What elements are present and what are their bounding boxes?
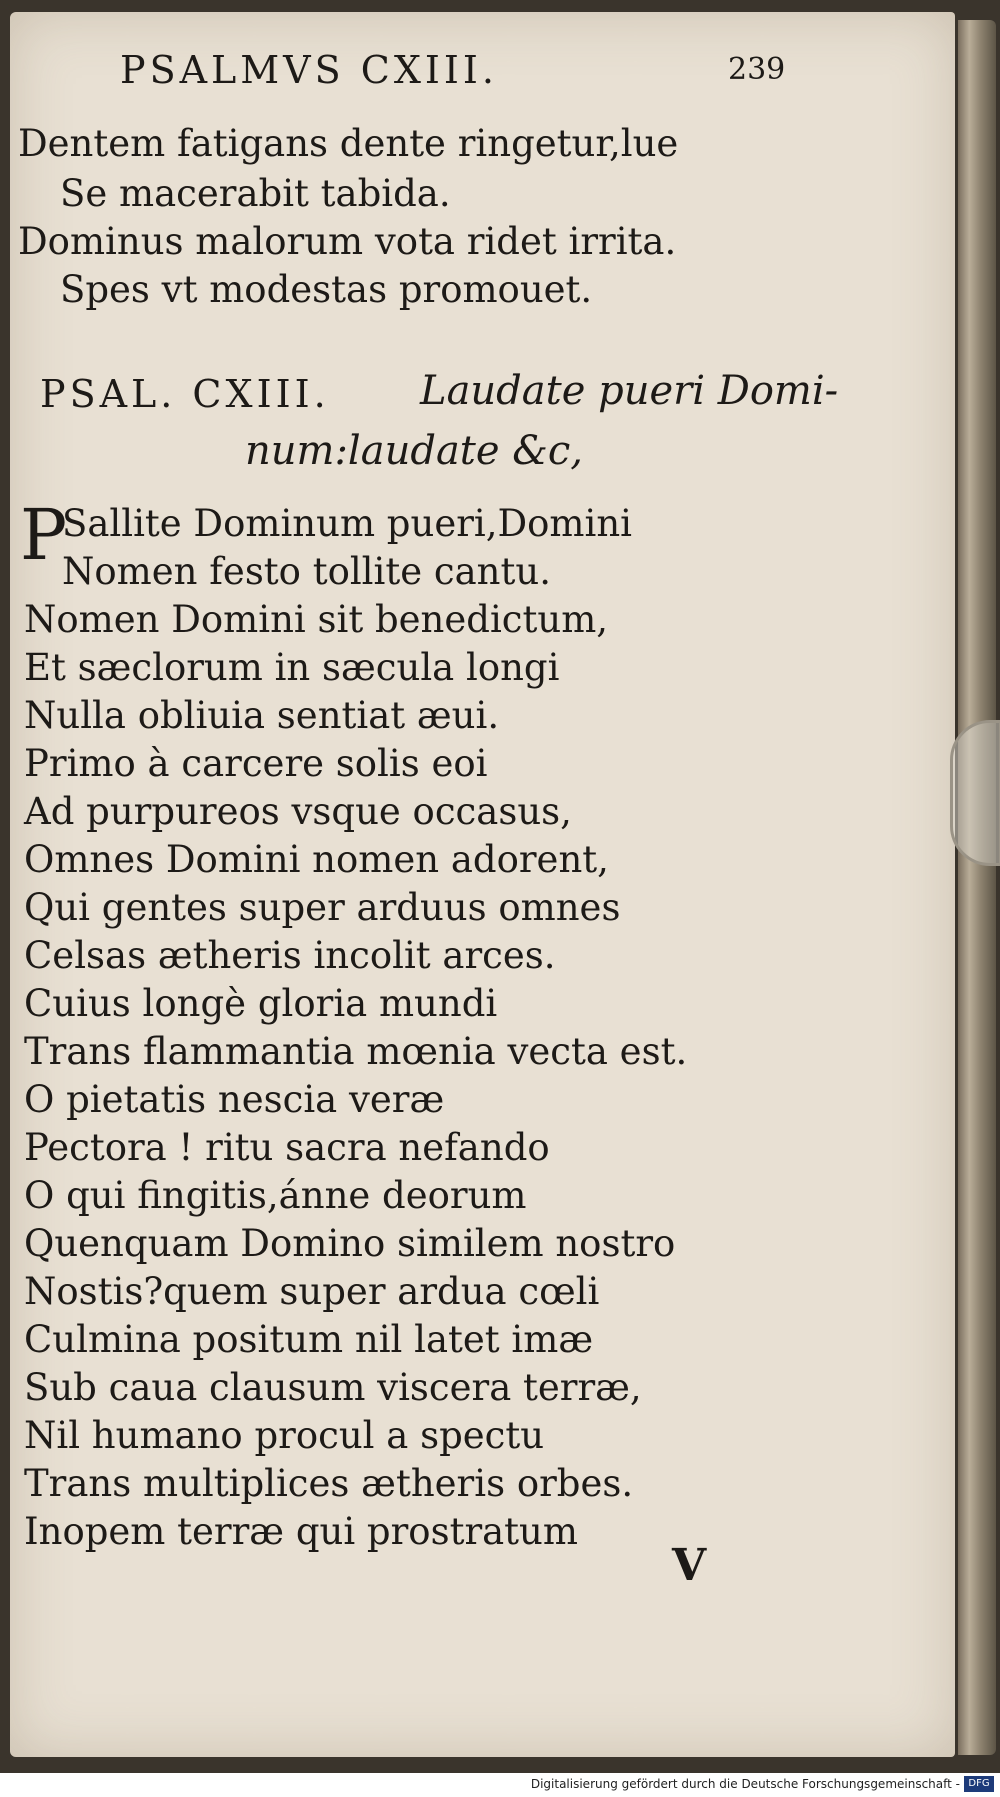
verse-line: Omnes Domini nomen adorent, (24, 838, 609, 881)
verse-line: Cuius longè gloria mundi (24, 982, 498, 1025)
verse-line: Se macerabit tabida. (60, 172, 451, 215)
dfg-logo: DFG (964, 1776, 994, 1792)
verse-line: Nil humano procul a spectu (24, 1414, 545, 1457)
psalm-incipit: num:laudate &c, (245, 428, 583, 474)
psalm-number: PSAL. CXIII. (40, 372, 330, 416)
verse-line: Celsas ætheris incolit arces. (24, 934, 556, 977)
psalm-incipit: Laudate pueri Domi- (420, 368, 839, 414)
verse-line: Dentem fatigans dente ringetur,lue (18, 122, 679, 165)
footer-credit: Digitalisierung gefördert durch die Deutsche Forschungsgemeinschaft - (530, 1777, 960, 1791)
signature-mark: V (672, 1540, 707, 1591)
drop-capital: P (20, 494, 68, 576)
verse-line: Sallite Dominum pueri,Domini (62, 502, 633, 545)
verse-line: Culmina positum nil latet imæ (24, 1318, 594, 1361)
verse-line: O pietatis nescia veræ (24, 1078, 445, 1121)
verse-line: Qui gentes super arduus omnes (24, 886, 621, 929)
verse-line: Inopem terræ qui prostratum (24, 1510, 578, 1553)
verse-line: Trans flammantia mœnia vecta est. (24, 1030, 688, 1073)
verse-line: Pectora ! ritu sacra nefando (24, 1126, 550, 1169)
verse-line: Primo à carcere solis eoi (24, 742, 488, 785)
page-number: 239 (728, 52, 786, 87)
verse-line: Ad purpureos vsque occasus, (24, 790, 572, 833)
page-clip (950, 720, 1000, 866)
verse-line: O qui fingitis,ánne deorum (24, 1174, 527, 1217)
verse-line: Spes vt modestas promouet. (60, 268, 593, 311)
verse-line: Nomen festo tollite cantu. (62, 550, 551, 593)
verse-line: Nomen Domini sit benedictum, (24, 598, 609, 641)
verse-line: Et sæclorum in sæcula longi (24, 646, 560, 689)
verse-line: Nostis?quem super ardua cœli (24, 1270, 600, 1313)
running-title: PSALMVS CXIII. (120, 48, 498, 92)
verse-line: Trans multiplices ætheris orbes. (24, 1462, 634, 1505)
verse-line: Sub caua clausum viscera terræ, (24, 1366, 642, 1409)
verse-line: Dominus malorum vota ridet irrita. (18, 220, 677, 263)
verse-line: Nulla obliuia sentiat æui. (24, 694, 500, 737)
digitization-footer (0, 1773, 1000, 1797)
page-edge (958, 20, 996, 1755)
verse-line: Quenquam Domino similem nostro (24, 1222, 676, 1265)
